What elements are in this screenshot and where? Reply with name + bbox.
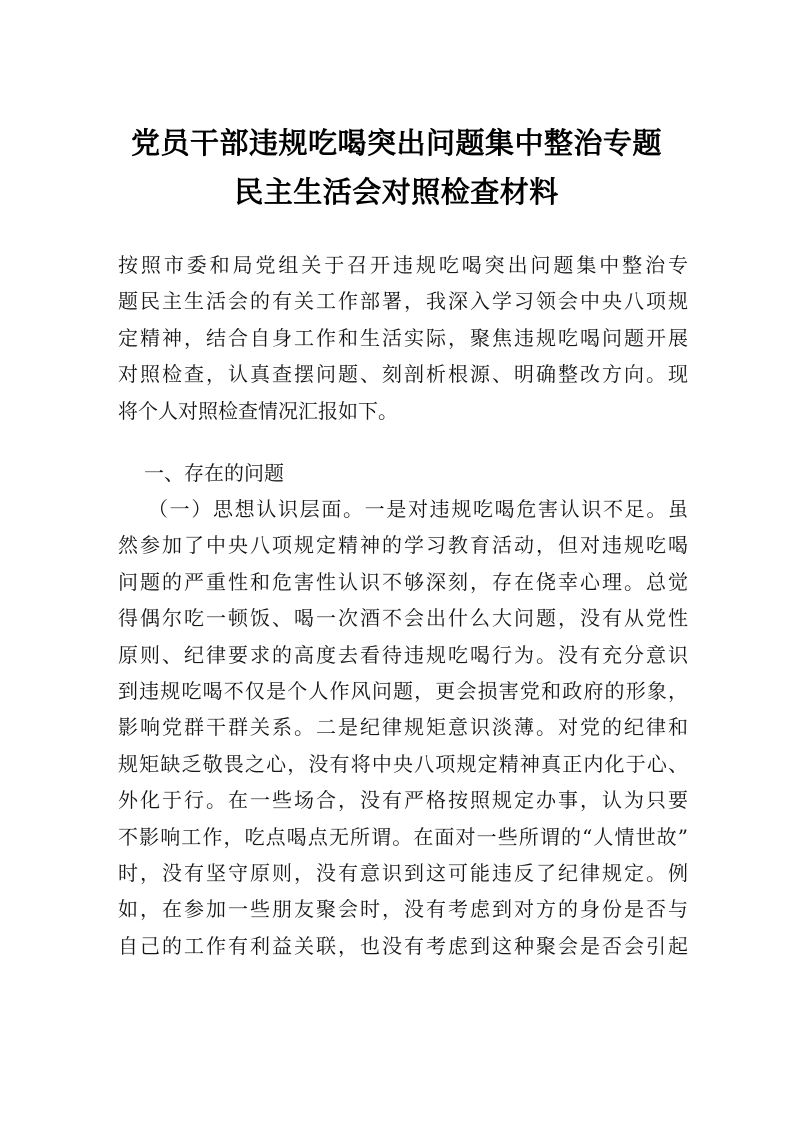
section-line: 规矩缺乏敬畏之心，没有将中央八项规定精神真正内化于心、 bbox=[118, 751, 688, 776]
section-line: 外化于行。在一些场合，没有严格按照规定办事，认为只要 bbox=[118, 788, 688, 813]
section-line: 到违规吃喝不仅是个人作风问题，更会损害党和政府的形象， bbox=[118, 678, 688, 703]
intro-line: 题民主生活会的有关工作部署，我深入学习领会中央八项规 bbox=[118, 289, 688, 314]
intro-paragraph bbox=[118, 247, 688, 429]
section-line: 时，没有坚守原则，没有意识到这可能违反了纪律规定。例 bbox=[118, 860, 688, 885]
document-title-line-2: 民主生活会对照检查材料 bbox=[234, 175, 559, 209]
section-line: 原则、纪律要求的高度去看待违规吃喝行为。没有充分意识 bbox=[118, 642, 688, 667]
intro-line: 将个人对照检查情况汇报如下。 bbox=[118, 398, 398, 423]
section-heading: 一、存在的问题 bbox=[144, 461, 284, 485]
section-line: 问题的严重性和危害性认识不够深刻，存在侥幸心理。总觉 bbox=[118, 569, 688, 594]
section-heading-block bbox=[118, 455, 688, 491]
section-line: 得偶尔吃一顿饭、喝一次酒不会出什么大问题，没有从党性 bbox=[118, 606, 688, 631]
section-paragraph bbox=[118, 491, 688, 964]
intro-line: 按照市委和局党组关于召开违规吃喝突出问题集中整治专 bbox=[118, 253, 688, 277]
section-line: 然参加了中央八项规定精神的学习教育活动，但对违规吃喝 bbox=[118, 533, 688, 558]
section-line: 自己的工作有利益关联，也没有考虑到这种聚会是否会引起 bbox=[118, 933, 688, 958]
intro-line: 定精神，结合自身工作和生活实际，聚焦违规吃喝问题开展 bbox=[118, 325, 688, 350]
section-line: 影响党群干群关系。二是纪律规矩意识淡薄。对党的纪律和 bbox=[118, 715, 688, 740]
intro-line: 对照检查，认真查摆问题、刻剖析根源、明确整改方向。现 bbox=[118, 362, 688, 387]
section-line: 如，在参加一些朋友聚会时，没有考虑到对方的身份是否与 bbox=[118, 897, 688, 922]
document-title-line-1: 党员干部违规吃喝突出问题集中整治专题 bbox=[130, 126, 662, 160]
section-line: 不影响工作，吃点喝点无所谓。在面对一些所谓的“人情世故” bbox=[118, 824, 688, 849]
section-line: （一）思想认识层面。一是对违规吃喝危害认识不足。虽 bbox=[148, 497, 688, 521]
